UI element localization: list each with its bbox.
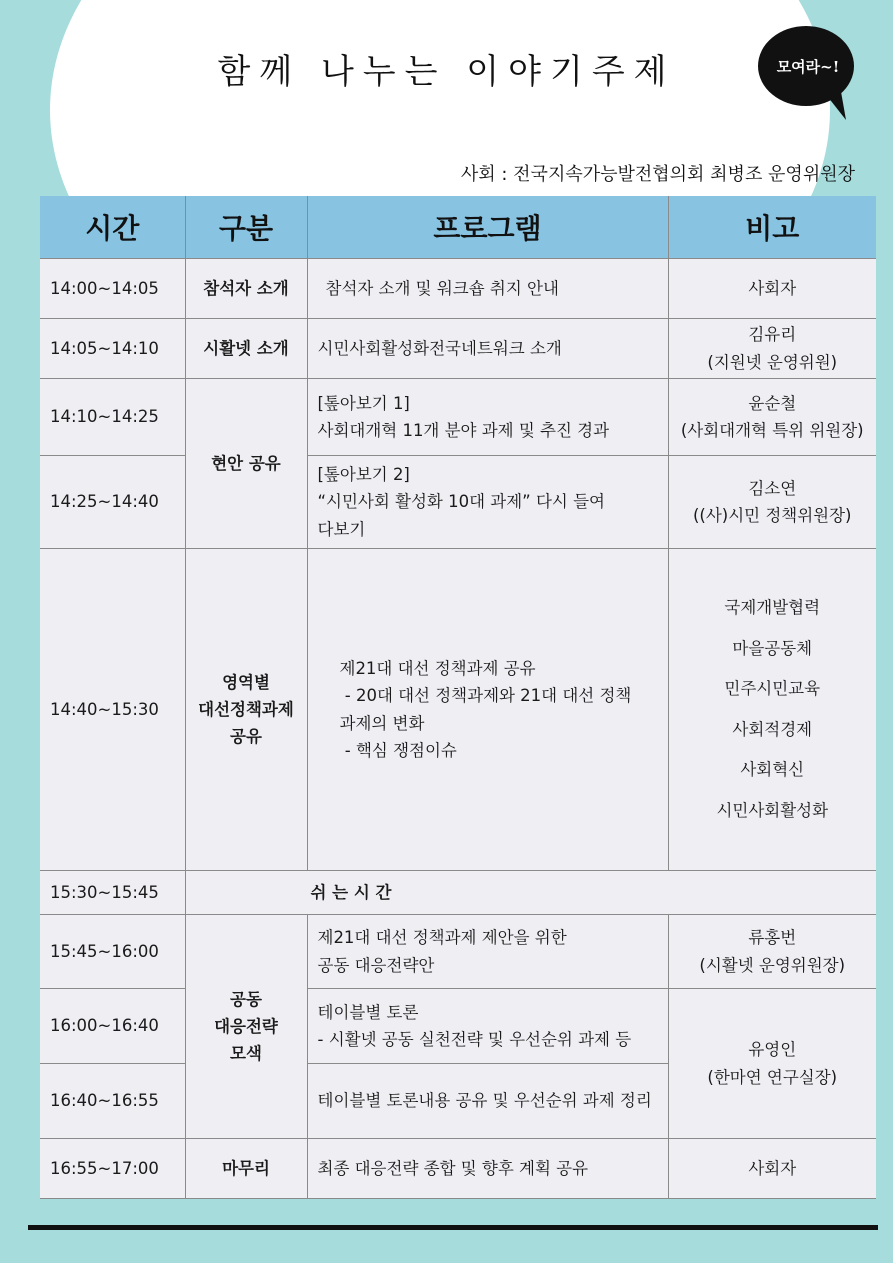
note-cell xyxy=(668,456,876,549)
note-line: 사회혁신 xyxy=(740,760,805,779)
note-cell xyxy=(668,989,876,1139)
program-cell: 테이블별 토론내용 공유 및 우선순위 과제 정리 xyxy=(307,1064,668,1139)
table-row xyxy=(40,456,876,549)
category-line: 대응전략 xyxy=(214,1016,278,1036)
table-row xyxy=(40,549,876,871)
note-line: 김소연 xyxy=(748,478,797,498)
category-line: 공동 xyxy=(230,989,262,1009)
time-cell: 15:30~15:45 xyxy=(40,871,185,915)
category-cell: 시활넷 소개 xyxy=(185,319,307,379)
note-cell xyxy=(668,379,876,456)
program-cell xyxy=(307,456,668,549)
time-cell: 16:00~16:40 xyxy=(40,989,185,1064)
program-line: [톺아보기 2] xyxy=(317,465,410,485)
program-line: 제21대 대선 정책과제 제안을 위한 xyxy=(317,928,567,948)
header-time: 시간 xyxy=(40,196,185,259)
schedule-table xyxy=(40,196,876,1199)
note-line: 마을공동체 xyxy=(732,638,813,658)
note-line: 윤순철 xyxy=(748,393,797,413)
time-cell: 14:05~14:10 xyxy=(40,319,185,379)
time-cell: 14:40~15:30 xyxy=(40,549,185,871)
note-cell: 사회자 xyxy=(668,1139,876,1199)
note-cell xyxy=(668,319,876,379)
category-cell: 현안 공유 xyxy=(185,379,307,549)
bottom-divider xyxy=(28,1225,878,1230)
table-row xyxy=(40,319,876,379)
note-line: (시활넷 운영위원장) xyxy=(699,955,846,975)
note-line: 민주시민교육 xyxy=(724,679,821,698)
program-cell xyxy=(307,379,668,456)
note-cell xyxy=(668,549,876,871)
speech-bubble-text: 모여라~! xyxy=(776,58,840,76)
program-line: 과제의 변화 xyxy=(339,713,425,733)
table-row xyxy=(40,989,876,1064)
program-cell xyxy=(307,989,668,1064)
time-cell: 14:00~14:05 xyxy=(40,259,185,319)
category-cell xyxy=(185,915,307,1139)
program-line: - 핵심 쟁점이슈 xyxy=(339,740,457,760)
program-line: 다보기 xyxy=(317,519,366,539)
note-line: (지원넷 운영위원) xyxy=(707,352,838,372)
header-note: 비고 xyxy=(668,196,876,259)
category-line: 영역별 xyxy=(222,672,270,692)
time-cell: 14:10~14:25 xyxy=(40,379,185,456)
category-cell: 마무리 xyxy=(185,1139,307,1199)
program-cell: 시민사회활성화전국네트워크 소개 xyxy=(307,319,668,379)
program-line: 사회대개혁 11개 분야 과제 및 추진 경과 xyxy=(317,421,610,440)
moderator-line: 사회 : 전국지속가능발전협의회 최병조 운영위원장 xyxy=(460,164,855,185)
note-line: (한마연 연구실장) xyxy=(707,1067,838,1087)
header-category: 구분 xyxy=(185,196,307,259)
note-cell: 사회자 xyxy=(668,259,876,319)
break-cell: 쉬 는 시 간 xyxy=(185,871,876,915)
category-line: 공유 xyxy=(230,727,262,747)
time-cell: 14:25~14:40 xyxy=(40,456,185,549)
program-cell xyxy=(307,549,668,871)
time-cell: 16:40~16:55 xyxy=(40,1064,185,1139)
table-row xyxy=(40,379,876,456)
note-line: 유영인 xyxy=(748,1040,797,1060)
program-line: 제21대 대선 정책과제 공유 xyxy=(339,659,536,679)
program-line: 테이블별 토론 xyxy=(317,1002,419,1022)
time-cell: 15:45~16:00 xyxy=(40,915,185,989)
program-line: “시민사회 활성화 10대 과제” 다시 들여 xyxy=(317,492,605,512)
note-line: 국제개발협력 xyxy=(724,598,821,617)
time-cell: 16:55~17:00 xyxy=(40,1139,185,1199)
program-cell: 최종 대응전략 종합 및 향후 계획 공유 xyxy=(307,1139,668,1199)
program-line: [톺아보기 1] xyxy=(317,393,410,413)
program-cell: 참석자 소개 및 워크숍 취지 안내 xyxy=(307,259,668,319)
table-row xyxy=(40,1139,876,1199)
header-program: 프로그램 xyxy=(307,196,668,259)
note-line: 김유리 xyxy=(748,325,797,345)
note-line: ((사)시민 정책위원장) xyxy=(692,506,852,525)
category-cell: 참석자 소개 xyxy=(185,259,307,319)
table-header-row xyxy=(40,196,876,259)
table-row xyxy=(40,915,876,989)
category-cell xyxy=(185,549,307,871)
note-cell xyxy=(668,915,876,989)
note-line: 류홍번 xyxy=(748,928,797,948)
table-row xyxy=(40,259,876,319)
category-line: 대선정책과제 xyxy=(198,699,294,719)
note-line: (사회대개혁 특위 위원장) xyxy=(680,421,864,440)
table-row xyxy=(40,871,876,915)
program-line: - 시활넷 공동 실천전략 및 우선순위 과제 등 xyxy=(317,1030,632,1049)
note-line: 사회적경제 xyxy=(732,719,813,739)
category-line: 모색 xyxy=(230,1044,262,1064)
page-title: 함께 나누는 이야기주제 xyxy=(217,52,676,92)
note-line: 시민사회활성화 xyxy=(716,800,829,820)
program-line: 공동 대응전략안 xyxy=(317,955,435,975)
program-cell xyxy=(307,915,668,989)
program-line: - 20대 대선 정책과제와 21대 대선 정책 xyxy=(339,686,632,706)
